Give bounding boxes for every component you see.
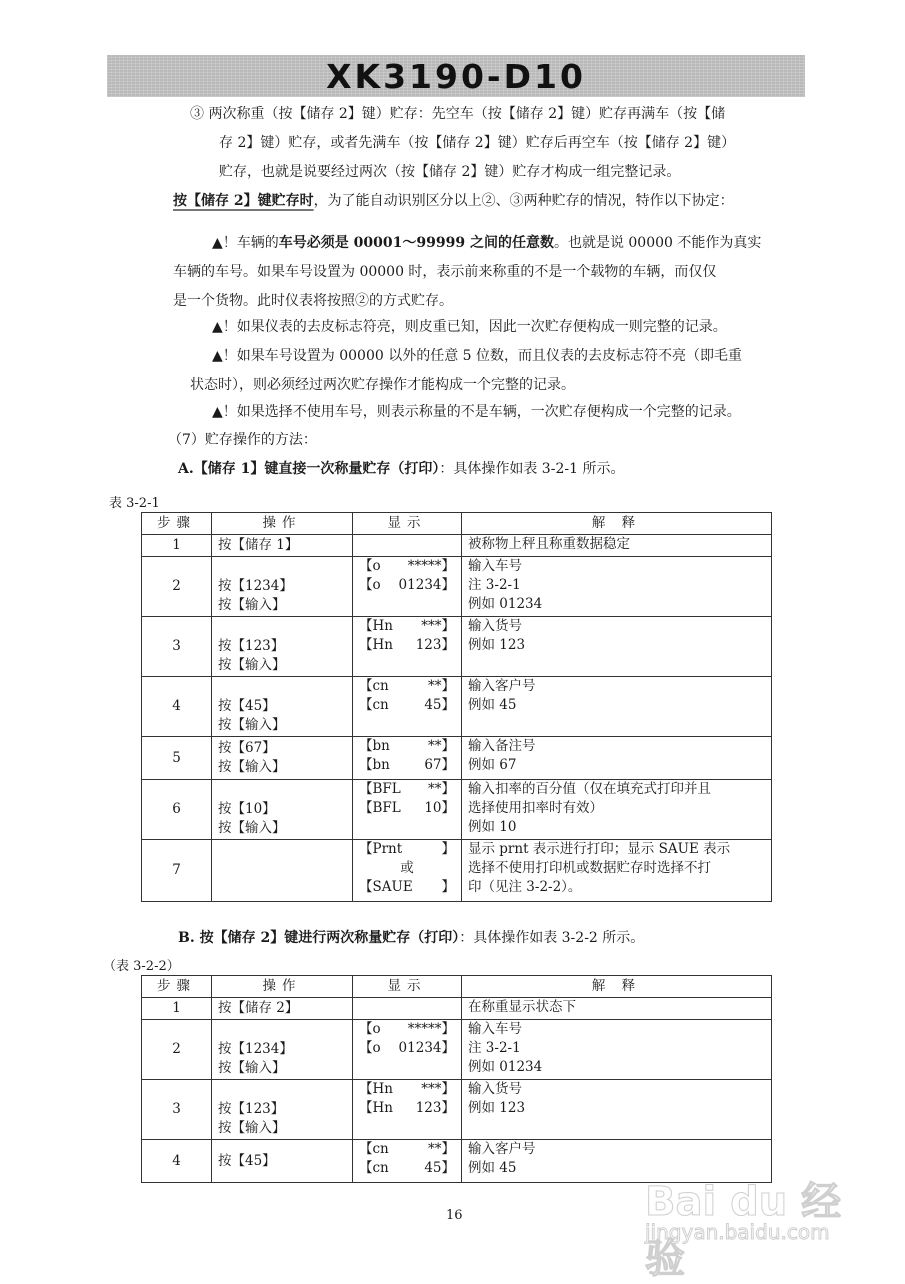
item3-line1: ③ 两次称重（按【储存 2】键）贮存：先空车（按【储存 2】键）贮存再满车（按【储	[190, 106, 726, 122]
explanation-line: 例如 45	[468, 1160, 517, 1176]
operation-cell	[212, 1020, 353, 1080]
table-row	[142, 840, 772, 902]
explanation-line: 例如 01234	[468, 1059, 543, 1075]
explanation-cell	[462, 1020, 772, 1080]
operation-line: 按【输入】	[218, 1119, 286, 1136]
display-readout	[359, 878, 455, 897]
note1-line1	[212, 229, 761, 258]
display-segment: **】	[428, 1141, 455, 1157]
operation-line: 按【10】	[218, 800, 276, 817]
step-cell: 3	[142, 1080, 212, 1140]
method-b	[178, 924, 644, 953]
display-segment: *****】	[407, 1021, 455, 1037]
display-readout	[359, 737, 455, 756]
operation-cell	[212, 1140, 353, 1183]
explanation-line: 显示 prnt 表示进行打印；显示 SAUE 表示	[468, 841, 731, 857]
display-segment: 【o	[359, 577, 381, 593]
table-row	[142, 677, 772, 737]
explanation-line: 输入客户号	[468, 1141, 536, 1157]
display-readout	[359, 1020, 455, 1039]
explanation-line: 输入扣率的百分值（仅在填充式打印并且	[468, 781, 711, 797]
explanation-cell	[462, 737, 772, 780]
table-row	[142, 998, 772, 1020]
explanation-cell	[462, 1080, 772, 1140]
header-explanation: 解 释	[462, 513, 772, 535]
display-segment: 123】	[415, 1100, 455, 1116]
display-segment: 【bn	[359, 757, 390, 773]
table-row	[142, 557, 772, 617]
explanation-line: 例如 67	[468, 757, 517, 773]
operation-cell	[212, 780, 353, 840]
method-b-text: ：具体操作如表 3-2-2 所示。	[459, 930, 645, 946]
display-segment: 67】	[424, 757, 455, 773]
step-cell: 2	[142, 557, 212, 617]
display-segment: 【cn	[359, 697, 389, 713]
method-a-title: A.【储存 1】键直接一次称量贮存（打印）	[178, 461, 440, 477]
operation-cell	[212, 998, 353, 1020]
display-cell	[353, 998, 462, 1020]
item3-line2: 存 2】键）贮存，或者先满车（按【储存 2】键）贮存后再空车（按【储存 2】键）	[219, 135, 736, 151]
operation-line: 按【储存 2】	[218, 1000, 299, 1016]
display-segment: 【o	[359, 1021, 381, 1037]
operation-line: 按【输入】	[218, 656, 286, 673]
display-segment: 10】	[424, 800, 455, 816]
display-readout	[359, 756, 455, 775]
display-segment: 01234】	[398, 577, 455, 593]
display-segment: 01234】	[398, 1040, 455, 1056]
operation-line: 按【123】	[218, 637, 285, 654]
header-step: 步骤	[142, 976, 212, 998]
operation-cell	[212, 535, 353, 557]
operation-line: 按【输入】	[218, 716, 286, 733]
explanation-line: 例如 123	[468, 637, 526, 653]
table-row	[142, 780, 772, 840]
step-cell: 5	[142, 737, 212, 780]
explanation-line: 输入车号	[468, 558, 522, 574]
display-readout	[359, 799, 455, 818]
display-segment: 或	[400, 860, 414, 876]
display-segment: 【BFL	[359, 781, 401, 797]
display-readout	[359, 1140, 455, 1159]
operation-cell	[212, 557, 353, 617]
step-cell: 4	[142, 1140, 212, 1183]
note1-line3: 是一个货物。此时仪表将按照②的方式贮存。	[173, 293, 453, 309]
display-segment: 45】	[424, 1160, 455, 1176]
explanation-line: 输入车号	[468, 1021, 522, 1037]
operation-line: 按【1234】	[218, 577, 293, 594]
note4: ▲！如果选择不使用车号，则表示称量的不是车辆，一次贮存便构成一个完整的记录。	[212, 404, 741, 420]
display-readout	[359, 780, 455, 799]
display-segment: 【Hn	[359, 1100, 393, 1116]
display-segment: 】	[441, 841, 455, 857]
display-readout	[359, 1159, 455, 1178]
display-segment: 【cn	[359, 1141, 389, 1157]
watermark-logo: Bai du 经验	[645, 1179, 842, 1282]
header-display: 显示	[353, 513, 462, 535]
display-segment: 】	[441, 879, 455, 895]
rule-intro-text: ，为了能自动识别区分以上②、③两种贮存的情况，特作以下协定：	[313, 193, 734, 209]
method-a-text: ：具体操作如表 3-2-1 所示。	[439, 461, 625, 477]
operation-cell	[212, 617, 353, 677]
step-cell: 4	[142, 677, 212, 737]
explanation-cell	[462, 677, 772, 737]
explanation-cell	[462, 535, 772, 557]
step-cell: 3	[142, 617, 212, 677]
display-cell	[353, 557, 462, 617]
display-segment: **】	[428, 738, 455, 754]
table-3-2-2	[141, 975, 772, 1183]
explanation-line: 输入客户号	[468, 678, 536, 694]
operation-line: 按【1234】	[218, 1040, 293, 1057]
table-header-row	[142, 976, 772, 998]
display-cell	[353, 1020, 462, 1080]
display-segment: 【o	[359, 1040, 381, 1056]
rule-intro	[173, 187, 734, 216]
explanation-line: 注 3-2-1	[468, 577, 521, 593]
display-cell	[353, 737, 462, 780]
header-display: 显示	[353, 976, 462, 998]
display-segment: 【cn	[359, 678, 389, 694]
operation-cell	[212, 1080, 353, 1140]
operation-line: 按【输入】	[218, 759, 286, 775]
page-number: 16	[446, 1208, 463, 1223]
explanation-line: 选择不使用打印机或数据贮存时选择不打	[468, 860, 711, 876]
note1-bold: 车号必须是 00001～99999 之间的任意数	[278, 235, 554, 251]
display-segment: 【bn	[359, 738, 390, 754]
display-cell	[353, 780, 462, 840]
table-3-2-1	[141, 512, 772, 902]
item3-line3: 贮存，也就是说要经过两次（按【储存 2】键）贮存才构成一组完整记录。	[219, 164, 681, 180]
explanation-line: 在称重显示状态下	[468, 999, 576, 1015]
header-banner	[107, 55, 805, 97]
operation-cell	[212, 677, 353, 737]
note2: ▲！如果仪表的去皮标志符亮，则皮重已知，因此一次贮存便构成一则完整的记录。	[212, 319, 727, 335]
explanation-line: 选择使用扣率时有效）	[468, 800, 603, 816]
note1-prefix: ▲！车辆的	[212, 235, 279, 251]
table2-caption: （表 3-2-2）	[103, 959, 180, 974]
table-row	[142, 535, 772, 557]
header-step: 步骤	[142, 513, 212, 535]
step-cell: 2	[142, 1020, 212, 1080]
table-row	[142, 1020, 772, 1080]
display-readout	[359, 576, 455, 595]
display-segment: 【Prnt	[359, 841, 403, 857]
operation-line: 按【输入】	[218, 819, 286, 836]
display-readout	[359, 840, 455, 859]
explanation-line: 例如 45	[468, 697, 517, 713]
table-row	[142, 1140, 772, 1183]
display-segment: ***】	[421, 618, 455, 634]
operation-line: 按【67】	[218, 740, 276, 756]
table-row	[142, 617, 772, 677]
operation-line: 按【45】	[218, 697, 276, 714]
display-segment: 123】	[415, 637, 455, 653]
display-readout	[359, 617, 455, 636]
display-segment: *****】	[407, 558, 455, 574]
display-segment: **】	[428, 678, 455, 694]
note3-line1: ▲！如果车号设置为 00000 以外的任意 5 位数，而且仪表的去皮标志符不亮（即毛重	[212, 348, 743, 364]
explanation-line: 印（见注 3-2-2）。	[468, 879, 582, 895]
display-cell	[353, 677, 462, 737]
explanation-line: 例如 10	[468, 819, 517, 835]
operation-cell	[212, 737, 353, 780]
table-header-row	[142, 513, 772, 535]
step-cell: 1	[142, 998, 212, 1020]
step-cell: 1	[142, 535, 212, 557]
display-readout	[359, 696, 455, 715]
explanation-line: 被称物上秤且称重数据稳定	[468, 536, 630, 552]
display-segment: 45】	[424, 697, 455, 713]
page-title: XK3190-D10	[326, 56, 586, 96]
explanation-cell	[462, 998, 772, 1020]
operation-line: 按【输入】	[218, 596, 286, 613]
step-cell: 7	[142, 840, 212, 902]
explanation-line: 输入备注号	[468, 738, 536, 754]
operation-line: 按【123】	[218, 1100, 285, 1117]
display-cell	[353, 1080, 462, 1140]
table1-caption: 表 3-2-1	[109, 496, 160, 511]
header-operation: 操作	[212, 513, 353, 535]
section-7-heading: （7）贮存操作的方法：	[168, 432, 317, 448]
explanation-line: 例如 01234	[468, 596, 543, 612]
display-readout	[359, 677, 455, 696]
explanation-line: 输入货号	[468, 618, 522, 634]
explanation-cell	[462, 780, 772, 840]
method-b-title: B. 按【储存 2】键进行两次称量贮存（打印）	[178, 930, 460, 946]
explanation-cell	[462, 1140, 772, 1183]
step-cell: 6	[142, 780, 212, 840]
display-segment: 【Hn	[359, 1081, 393, 1097]
display-readout	[359, 636, 455, 655]
display-segment: 【cn	[359, 1160, 389, 1176]
explanation-line: 注 3-2-1	[468, 1040, 521, 1056]
display-cell	[353, 1140, 462, 1183]
note1-suffix: 。也就是说 00000 不能作为真实	[553, 235, 762, 251]
display-readout	[359, 1080, 455, 1099]
display-segment: 【o	[359, 558, 381, 574]
watermark-url: jingyan.baidu.com	[645, 1220, 830, 1244]
display-segment: 【SAUE	[359, 879, 413, 895]
display-cell	[353, 617, 462, 677]
note1-line2: 车辆的车号。如果车号设置为 00000 时，表示前来称重的不是一个载物的车辆，而仅仅	[173, 264, 717, 280]
table-row	[142, 737, 772, 780]
display-segment: ***】	[421, 1081, 455, 1097]
explanation-line: 例如 123	[468, 1100, 526, 1116]
operation-cell	[212, 840, 353, 902]
display-cell	[353, 535, 462, 557]
operation-line: 按【输入】	[218, 1059, 286, 1076]
operation-line: 按【储存 1】	[218, 537, 299, 553]
display-readout	[359, 1039, 455, 1058]
display-segment: 【Hn	[359, 618, 393, 634]
table-row	[142, 1080, 772, 1140]
explanation-line: 输入货号	[468, 1081, 522, 1097]
operation-line: 按【45】	[218, 1152, 276, 1169]
display-segment: **】	[428, 781, 455, 797]
note3-line2: 状态时），则必须经过两次贮存操作才能构成一个完整的记录。	[190, 377, 575, 393]
header-operation: 操作	[212, 976, 353, 998]
display-readout	[359, 1099, 455, 1118]
explanation-cell	[462, 840, 772, 902]
method-a	[178, 455, 624, 484]
explanation-cell	[462, 557, 772, 617]
display-segment: 【BFL	[359, 800, 401, 816]
display-cell	[353, 840, 462, 902]
explanation-cell	[462, 617, 772, 677]
header-explanation: 解 释	[462, 976, 772, 998]
rule-intro-heading: 按【储存 2】键贮存时	[173, 193, 314, 209]
display-readout	[359, 859, 455, 878]
display-segment: 【Hn	[359, 637, 393, 653]
display-readout	[359, 557, 455, 576]
